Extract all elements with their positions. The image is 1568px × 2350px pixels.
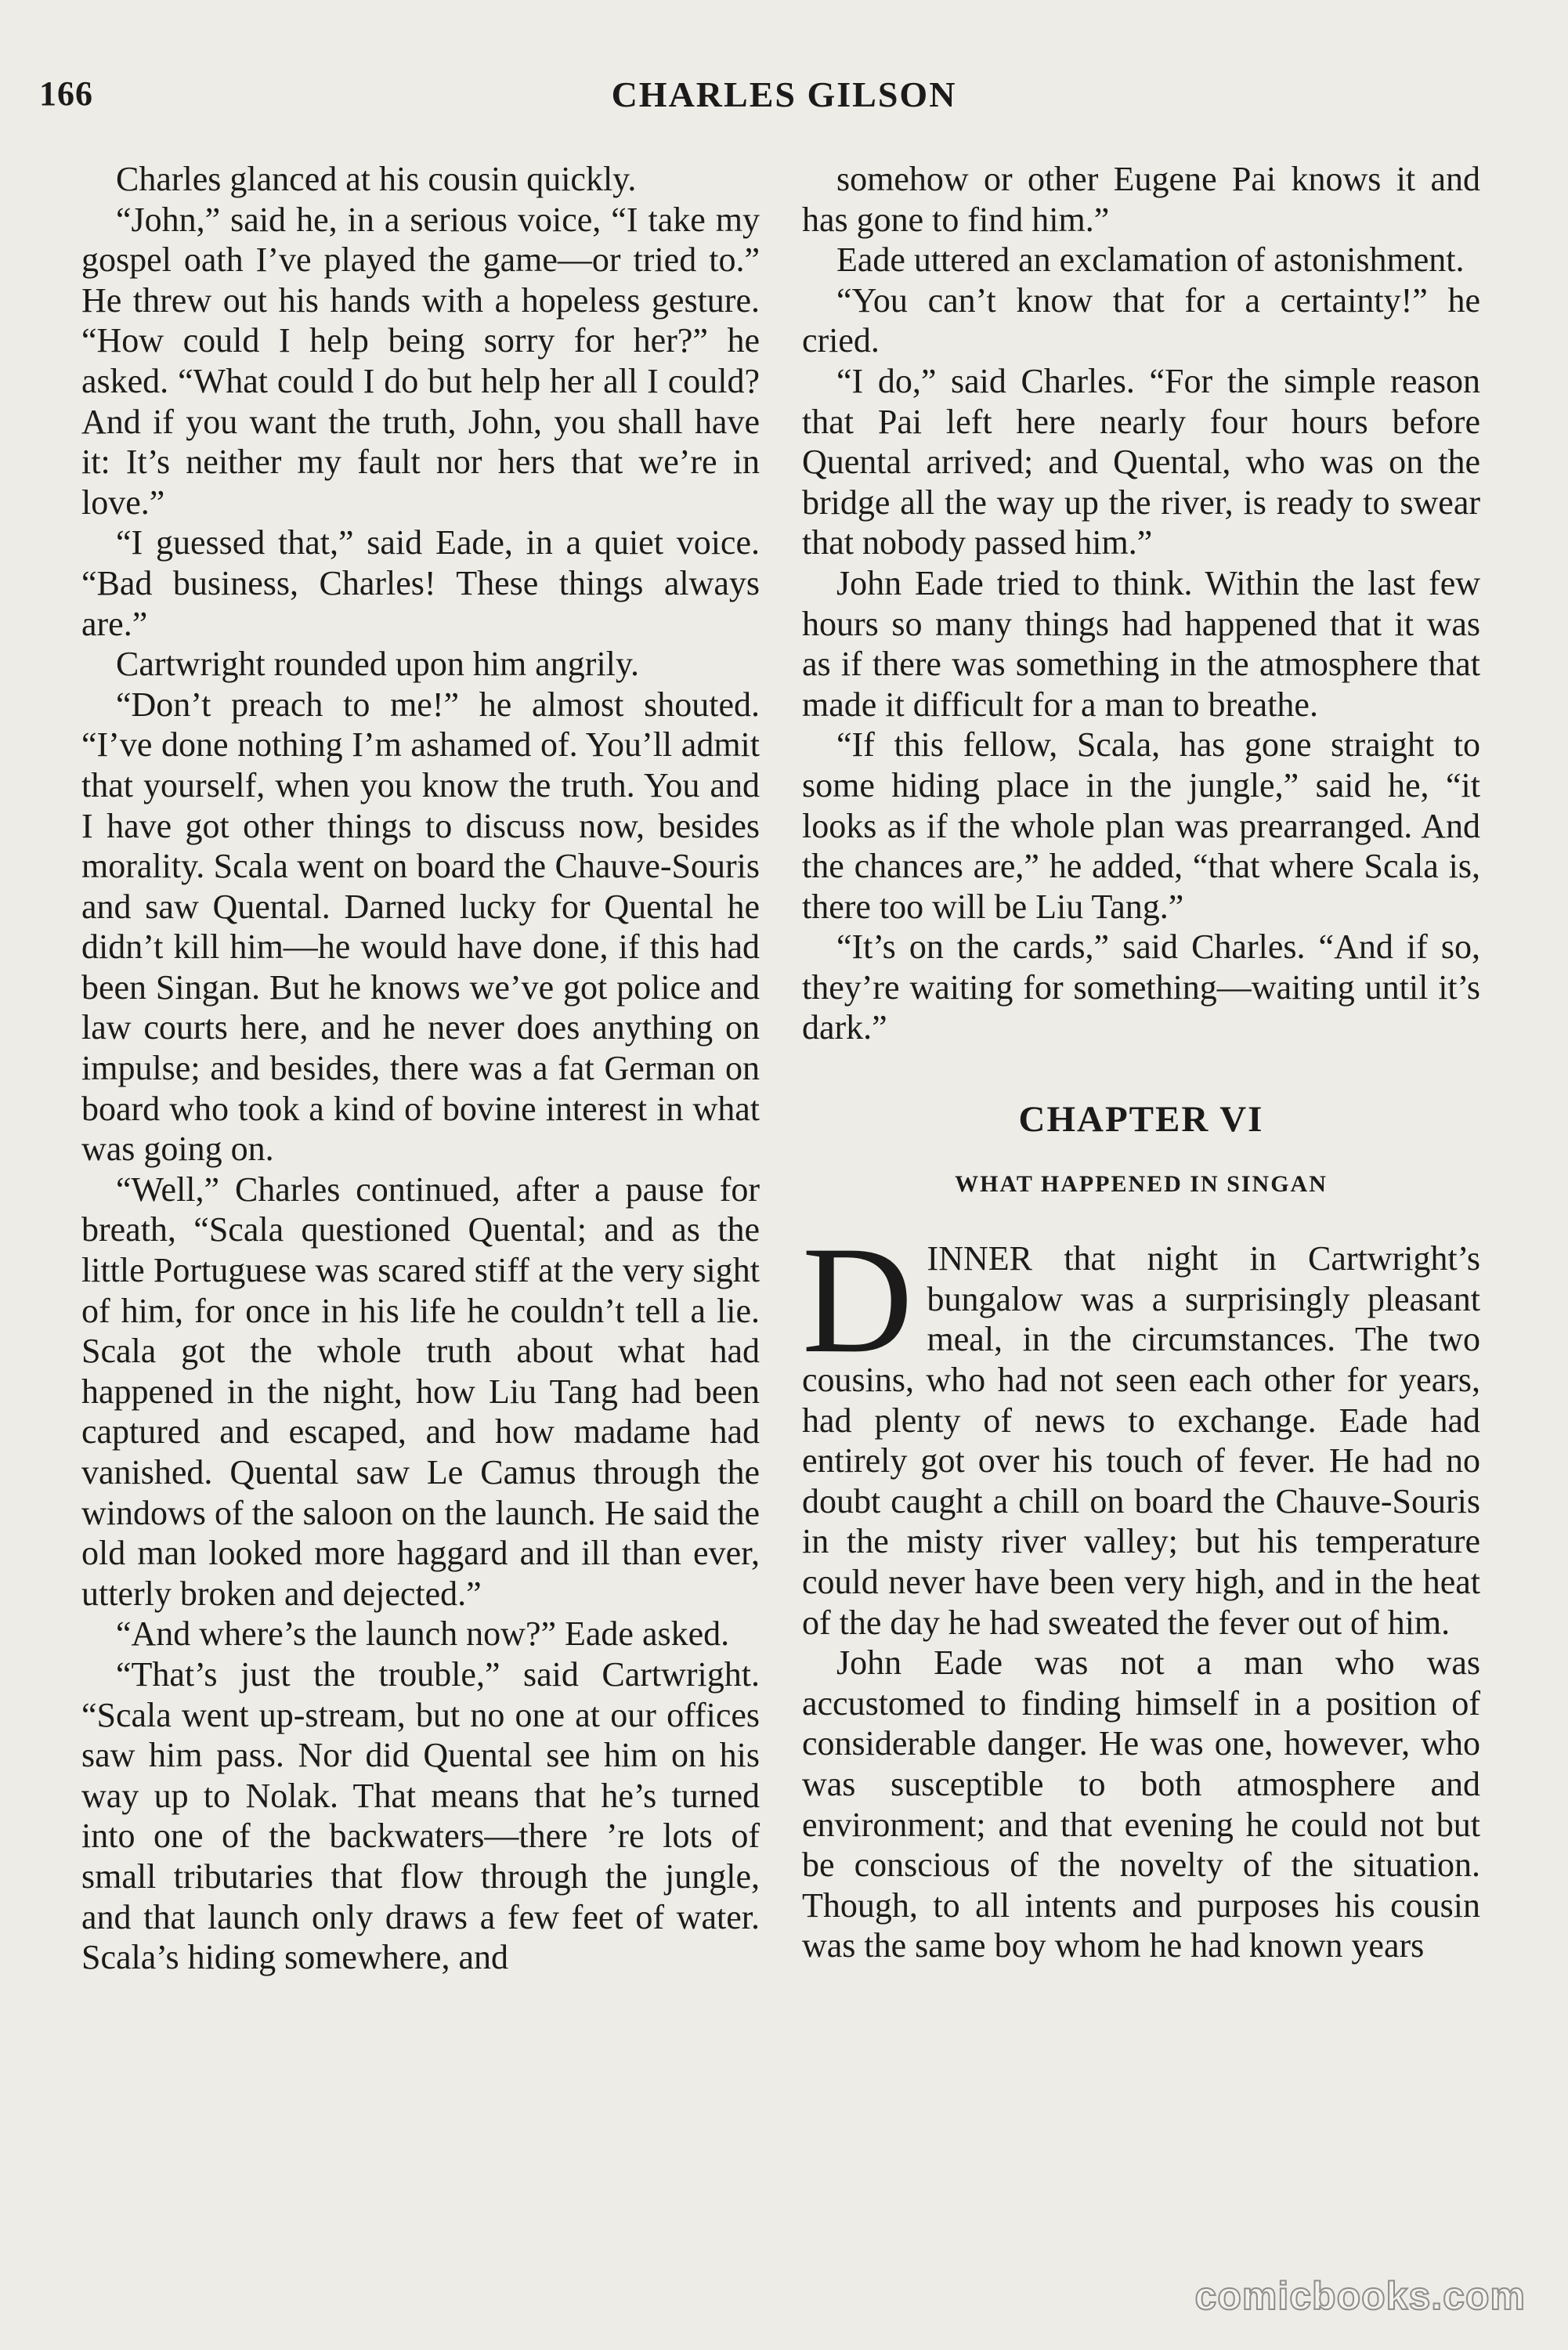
paragraph: “Well,” Charles continued, after a pause for breath, “Scala questioned Quental; and as the little Portuguese was scared stiff at the very sight of him, for once in his life he couldn’t tell a lie. Scala got the whole truth about what had happened in the night, how Liu Tang had been captured and escaped, and how madame had vanished. Quental saw Le Camus through the windows of the saloon on the launch. He said the old man looked more haggard and ill than ever, utterly broken and dejected.” (81, 1170, 760, 1613)
paragraph: “I guessed that,” said Eade, in a quiet voice. “Bad business, Charles! These things always are.” (81, 523, 760, 643)
chapter-opening-paragraph (802, 1215, 1480, 1643)
drop-cap: D (802, 1215, 913, 1386)
paragraph: Cartwright rounded upon him angrily. (116, 645, 640, 684)
chapter-subtitle: WHAT HAPPENED IN SINGAN (955, 1170, 1328, 1197)
paragraph: “John,” said he, in a serious voice, “I take my gospel oath I’ve played the game—or tried to.” He threw out his hands with a hopeless gesture. “How could I help being sorry for her?” he asked. “What could I do but help her all I could? And if you want the truth, John, you shall have it: It’s neither my fault nor hers that we’re in love.” (81, 200, 760, 522)
running-head: CHARLES GILSON (611, 74, 957, 114)
paragraph: John Eade was not a man who was accustomed to finding himself in a position of considerable danger. He was one, however, who was susceptible to both atmosphere and environment; and that evening he could not but be conscious of the novelty of the situation. Though, to all intents and purposes his cousin was the same boy whom he had known years (802, 1643, 1480, 1965)
left-column (81, 159, 760, 1978)
paragraph: “I do,” said Charles. “For the simple reason that Pai left here nearly four hours before Quental arrived; and Quental, who was on the bridge all the way up the river, is ready to swear that nobody passed him.” (802, 361, 1480, 562)
paragraph: John Eade tried to think. Within the last few hours so many things had happened that it was as if there was something in the atmosphere that made it difficult for a man to breathe. (802, 563, 1480, 724)
paragraph: “You can’t know that for a certainty!” he cried. (802, 280, 1480, 360)
chapter-title: CHAPTER VI (1018, 1099, 1264, 1141)
paragraph: Charles glanced at his cousin quickly. (116, 160, 637, 198)
paragraph: “Don’t preach to me!” he almost shouted. “I’ve done nothing I’m ashamed of. You’ll admit that yourself, when you know the truth. You and I have got other things to discuss now, besides morality. Scala went on board the Chauve-Souris and saw Quental. Darned lucky for Quental he didn’t kill him—he would have done, if this had been Singan. But he knows we’ve got police and law courts here, and he never does anything on impulse; and besides, there was a fat German on board who took a kind of bovine interest in what was going on. (81, 685, 760, 1169)
paragraph: Eade uttered an exclamation of astonishment. (836, 240, 1465, 280)
paragraph: “And where’s the launch now?” Eade asked. (116, 1614, 730, 1654)
page-number: 166 (39, 74, 93, 113)
right-column (802, 159, 1480, 1966)
paragraph: “That’s just the trouble,” said Cartwright. “Scala went up-stream, but no one at our offices saw him pass. Nor did Quental see him on his way up to Nolak. That means that he’s turned into one of the backwaters—there ’re lots of small tributaries that flow through the jungle, and that launch only draws a few feet of water. Scala’s hiding somewhere, and (81, 1654, 760, 1977)
paragraph: “It’s on the cards,” said Charles. “And if so, they’re waiting for something—waiting until it’s dark.” (802, 927, 1480, 1047)
paragraph: “If this fellow, Scala, has gone straight to some hiding place in the jungle,” said he, “it looks as if the whole plan was prearranged. And the chances are,” he added, “that where Scala is, there too will be Liu Tang.” (802, 725, 1480, 926)
watermark-logo: comicbooks.com (1194, 2274, 1526, 2318)
opening-text: INNER that night in Cartwright’s bungalow was a surprisingly pleasant meal, in the circumstances. The two cousins, who had not seen each other for years, had plenty of news to exchange. Eade had entirely got over his touch of fever. He had no doubt caught a chill on board the Chauve-Souris in the misty river valley; but his temperature could never have been very high, and in the heat of the day he had sweated the fever out of him. (802, 1239, 1480, 1642)
paragraph: somehow or other Eugene Pai knows it and has gone to find him.” (802, 160, 1480, 239)
